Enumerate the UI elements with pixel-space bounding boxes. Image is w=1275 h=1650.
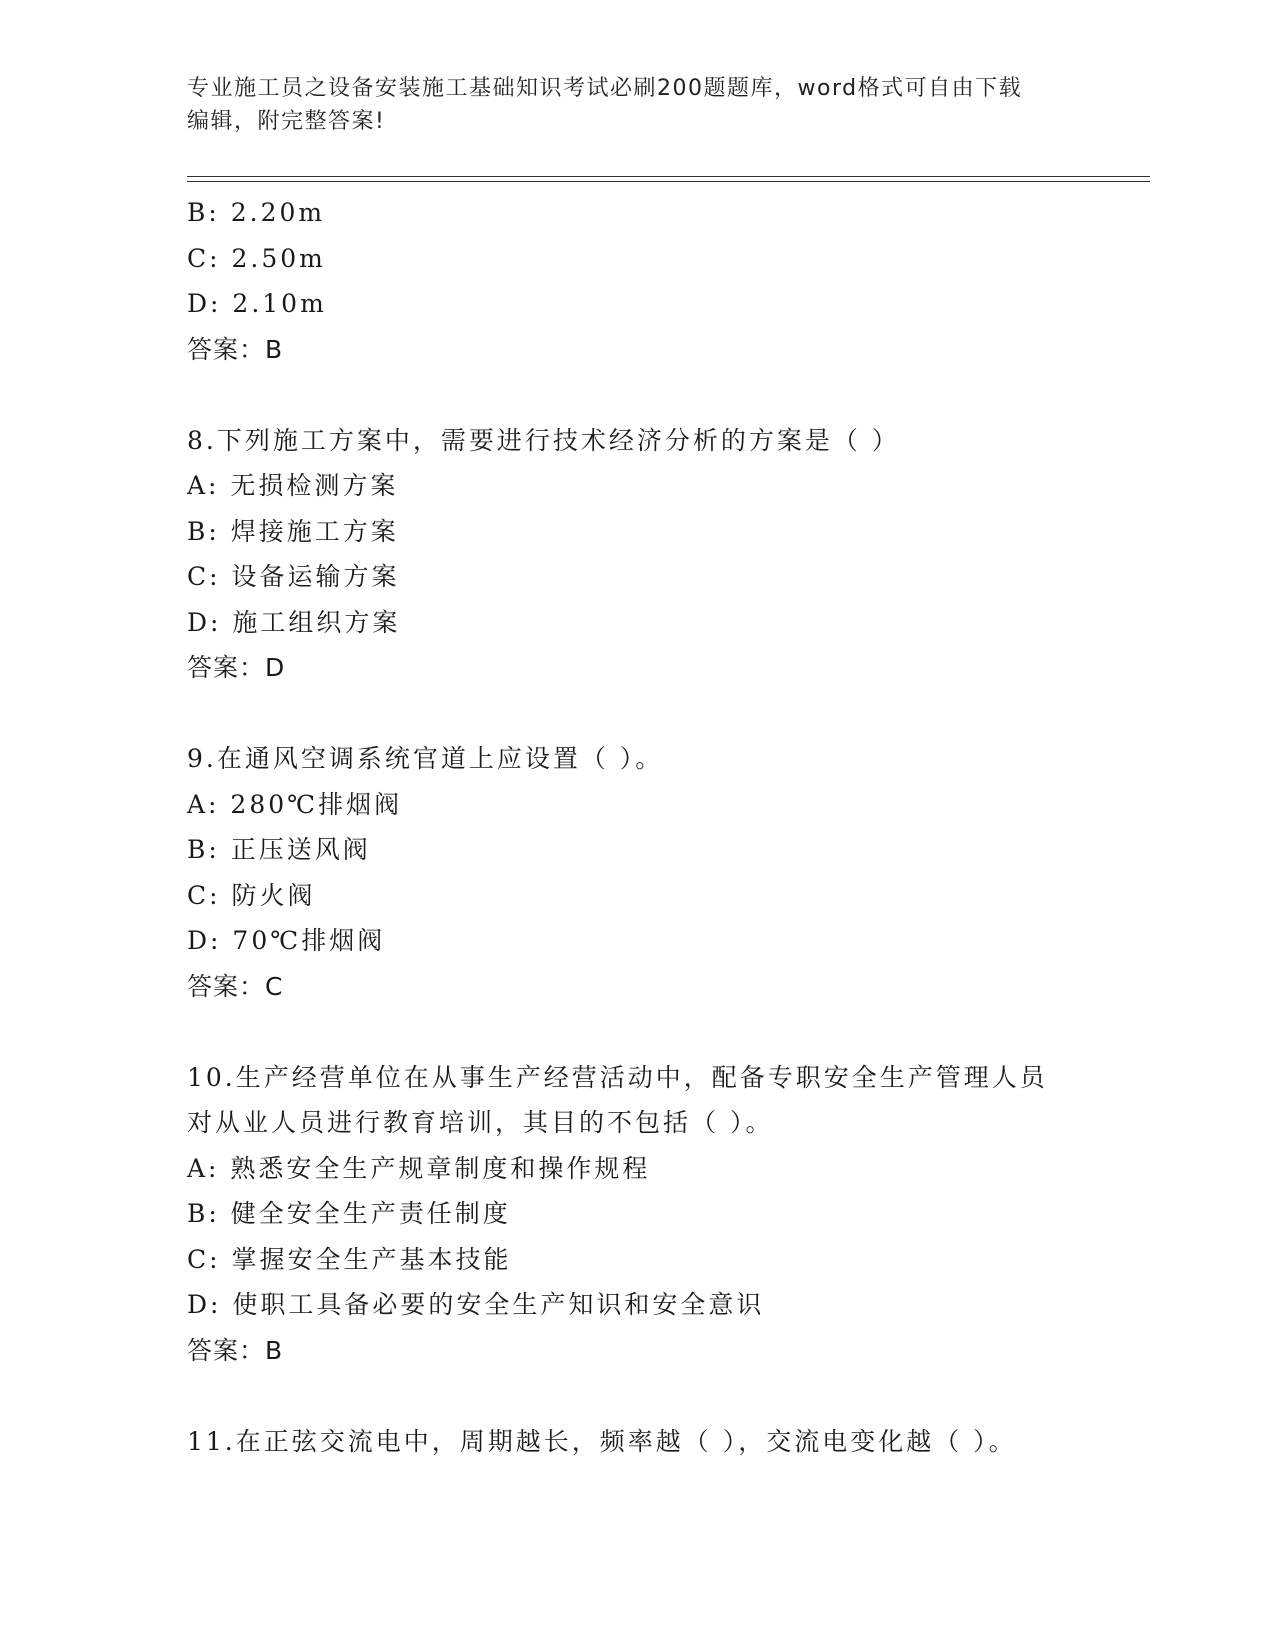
document-header	[187, 72, 1087, 138]
header-title-line-1: 专业施工员之设备安装施工基础知识考试必刷200题题库，word格式可自由下载	[187, 76, 1023, 101]
answer: 答案：C	[187, 971, 284, 1001]
option-b: B: 焊接施工方案	[187, 516, 399, 546]
option-c: C: 设备运输方案	[187, 562, 400, 591]
option-b: B: 2.20m	[187, 198, 326, 227]
option-c: C: 掌握安全生产基本技能	[187, 1244, 512, 1274]
option-d: D: 70℃排烟阀	[187, 926, 386, 955]
header-divider-top	[187, 176, 1150, 177]
header-divider-bottom	[187, 181, 1150, 182]
option-b: B: 健全安全生产责任制度	[187, 1199, 511, 1228]
question-stem: 8.下列施工方案中，需要进行技术经济分析的方案是（ ）	[187, 425, 900, 455]
spacer	[187, 1373, 1087, 1419]
option-a: A: 280℃排烟阀	[187, 789, 403, 819]
answer: 答案：D	[187, 653, 286, 682]
option-a: A: 熟悉安全生产规章制度和操作规程	[187, 1153, 651, 1183]
answer: 答案：B	[187, 334, 284, 364]
question-stem-line-2: 对从业人员进行教育培训，其目的不包括（ ）。	[187, 1108, 774, 1137]
spacer	[187, 1009, 1087, 1055]
question-8	[187, 418, 1087, 691]
question-7-continuation	[187, 190, 1087, 372]
header-title-line-2: 编辑，附完整答案!	[187, 109, 386, 134]
spacer	[187, 372, 1087, 418]
question-stem: 9.在通风空调系统官道上应设置（ ）。	[187, 744, 664, 773]
option-b: B: 正压送风阀	[187, 835, 371, 864]
option-d: D: 施工组织方案	[187, 607, 401, 637]
option-a: A: 无损检测方案	[187, 471, 399, 500]
option-d: D: 2.10m	[187, 289, 327, 318]
question-stem-line-1: 10.生产经营单位在从事生产经营活动中，配备专职安全生产管理人员	[187, 1062, 1048, 1092]
question-list	[187, 190, 1087, 1464]
option-c: C: 防火阀	[187, 880, 316, 910]
option-c: C: 2.50m	[187, 243, 326, 273]
question-9	[187, 736, 1087, 1009]
spacer	[187, 691, 1087, 737]
answer: 答案：B	[187, 1335, 284, 1365]
question-11	[187, 1419, 1087, 1465]
option-d: D: 使职工具备必要的安全生产知识和安全意识	[187, 1290, 765, 1319]
question-10	[187, 1055, 1087, 1374]
question-stem: 11.在正弦交流电中，周期越长，频率越（ ），交流电变化越（ ）。	[187, 1426, 1017, 1456]
